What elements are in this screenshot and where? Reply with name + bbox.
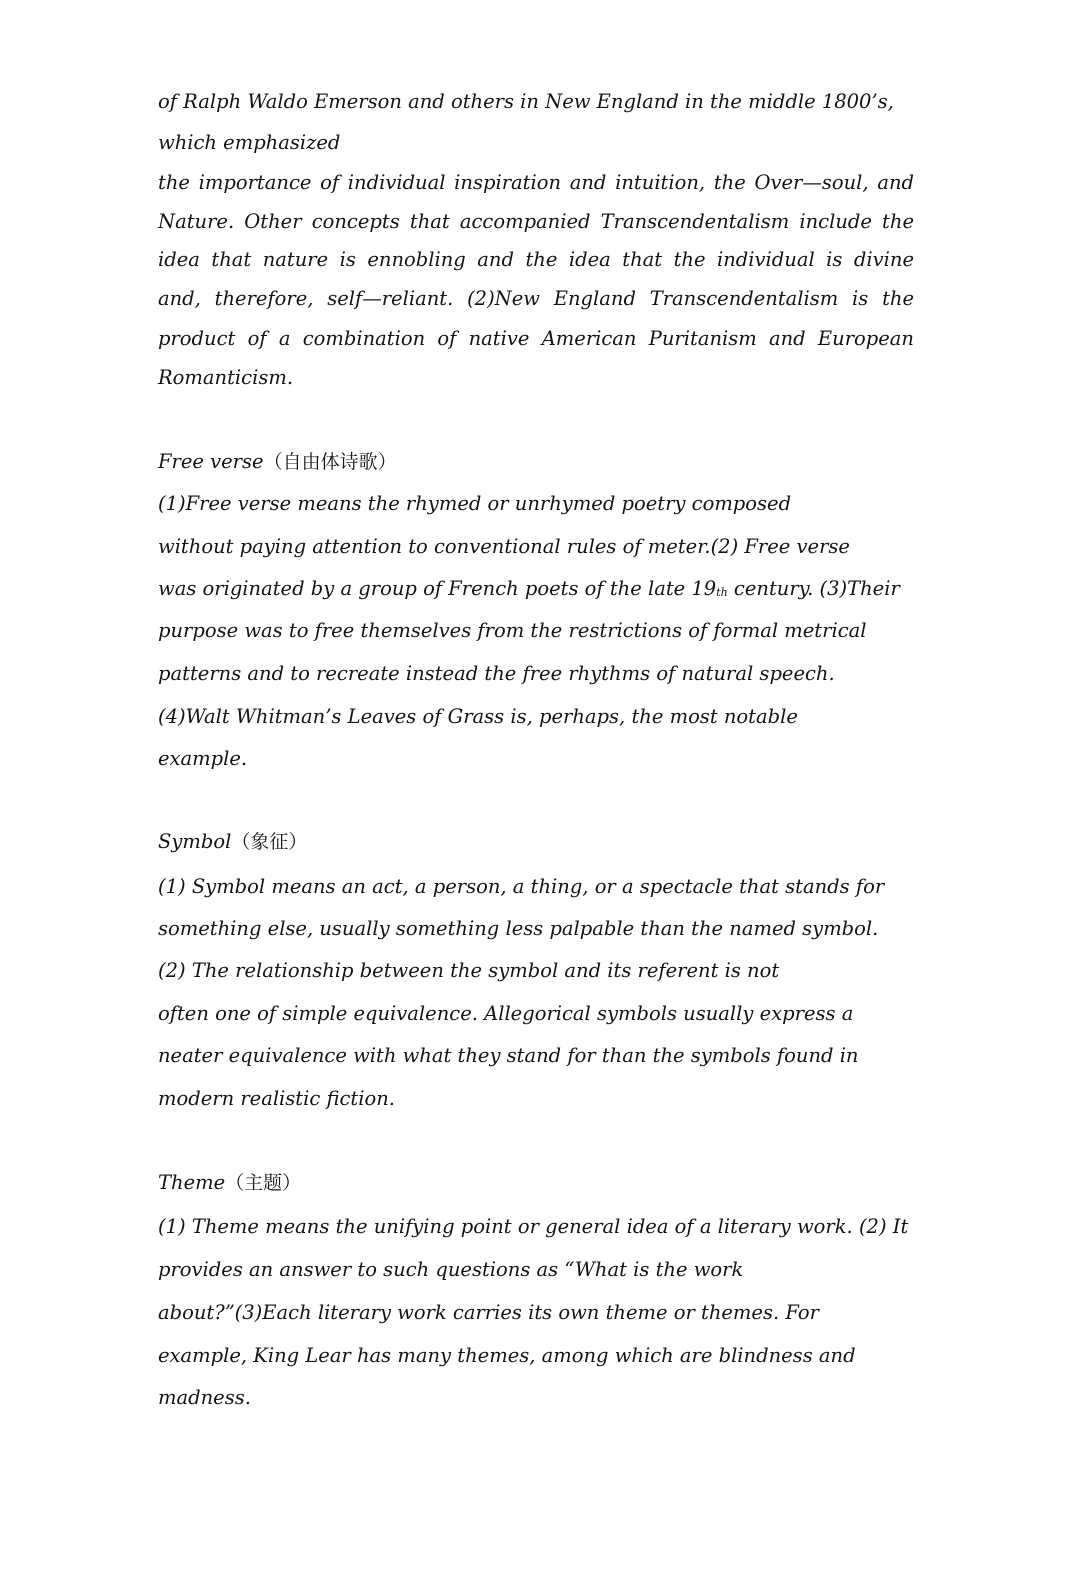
transcendentalism-line-1: of Ralph Waldo Emerson and others in New England in the middle 1800’s, <box>158 90 894 113</box>
transcendentalism-line-3: the importance of individual inspiration and intuition, the Over—soul, and <box>158 171 914 194</box>
transcendentalism-line-5: idea that nature is ennobling and the idea that the individual is divine <box>158 248 914 271</box>
theme-line-3: about?”(3)Each literary work carries its own theme or themes. For <box>158 1301 819 1324</box>
transcendentalism-line-4: Nature. Other concepts that accompanied Transcendentalism include the <box>158 210 914 233</box>
transcendentalism-line-7: product of a combination of native American Puritanism and European <box>158 327 914 350</box>
transcendentalism-line-6: and, therefore, self—reliant. (2)New England Transcendentalism is the <box>158 287 914 310</box>
theme-title-cn: （主题） <box>225 1172 302 1194</box>
free-verse-line-6: (4)Walt Whitman’s Leaves of Grass is, perhaps, the most notable <box>158 705 798 728</box>
free-verse-line-3-rest: century. (3)Their <box>727 577 900 600</box>
free-verse-title-cn: （自由体诗歌） <box>263 451 397 473</box>
symbol-line-5: neater equivalence with what they stand for than the symbols found in <box>158 1044 859 1067</box>
transcendentalism-line-8: Romanticism. <box>158 366 294 389</box>
symbol-line-6: modern realistic fiction. <box>158 1087 395 1110</box>
theme-line-1: (1) Theme means the unifying point or general idea of a literary work. (2) It <box>158 1215 909 1238</box>
free-verse-line-7: example. <box>158 747 248 770</box>
symbol-line-2: something else, usually something less palpable than the named symbol. <box>158 917 879 940</box>
theme-title: Theme <box>158 1171 226 1194</box>
free-verse-line-3 <box>158 575 900 603</box>
free-verse-title: Free verse <box>158 450 264 473</box>
symbol-line-4: often one of simple equivalence. Allegorical symbols usually express a <box>158 1002 854 1025</box>
transcendentalism-line-2: which emphasized <box>158 131 341 154</box>
symbol-line-3: (2) The relationship between the symbol and its referent is not <box>158 959 780 982</box>
symbol-heading <box>158 828 307 856</box>
theme-line-4: example, King Lear has many themes, among which are blindness and <box>158 1344 856 1367</box>
symbol-line-1: (1) Symbol means an act, a person, a thing, or a spectacle that stands for <box>158 875 885 898</box>
theme-line-5: madness. <box>158 1386 251 1409</box>
symbol-title: Symbol <box>158 830 232 853</box>
theme-heading <box>158 1169 301 1197</box>
theme-line-2: provides an answer to such questions as “What is the work <box>158 1258 744 1281</box>
free-verse-line-4: purpose was to free themselves from the restrictions of formal metrical <box>158 619 867 642</box>
free-verse-heading <box>158 448 397 476</box>
free-verse-line-2: without paying attention to conventional rules of meter.(2) Free verse <box>158 535 850 558</box>
free-verse-line-5: patterns and to recreate instead the free rhythms of natural speech. <box>158 662 835 685</box>
symbol-title-cn: （象征） <box>231 831 308 853</box>
free-verse-line-3-sup: th <box>716 586 728 599</box>
free-verse-line-3-start: was originated by a group of French poets of the late 19 <box>158 577 717 600</box>
free-verse-line-1: (1)Free verse means the rhymed or unrhymed poetry composed <box>158 492 792 515</box>
